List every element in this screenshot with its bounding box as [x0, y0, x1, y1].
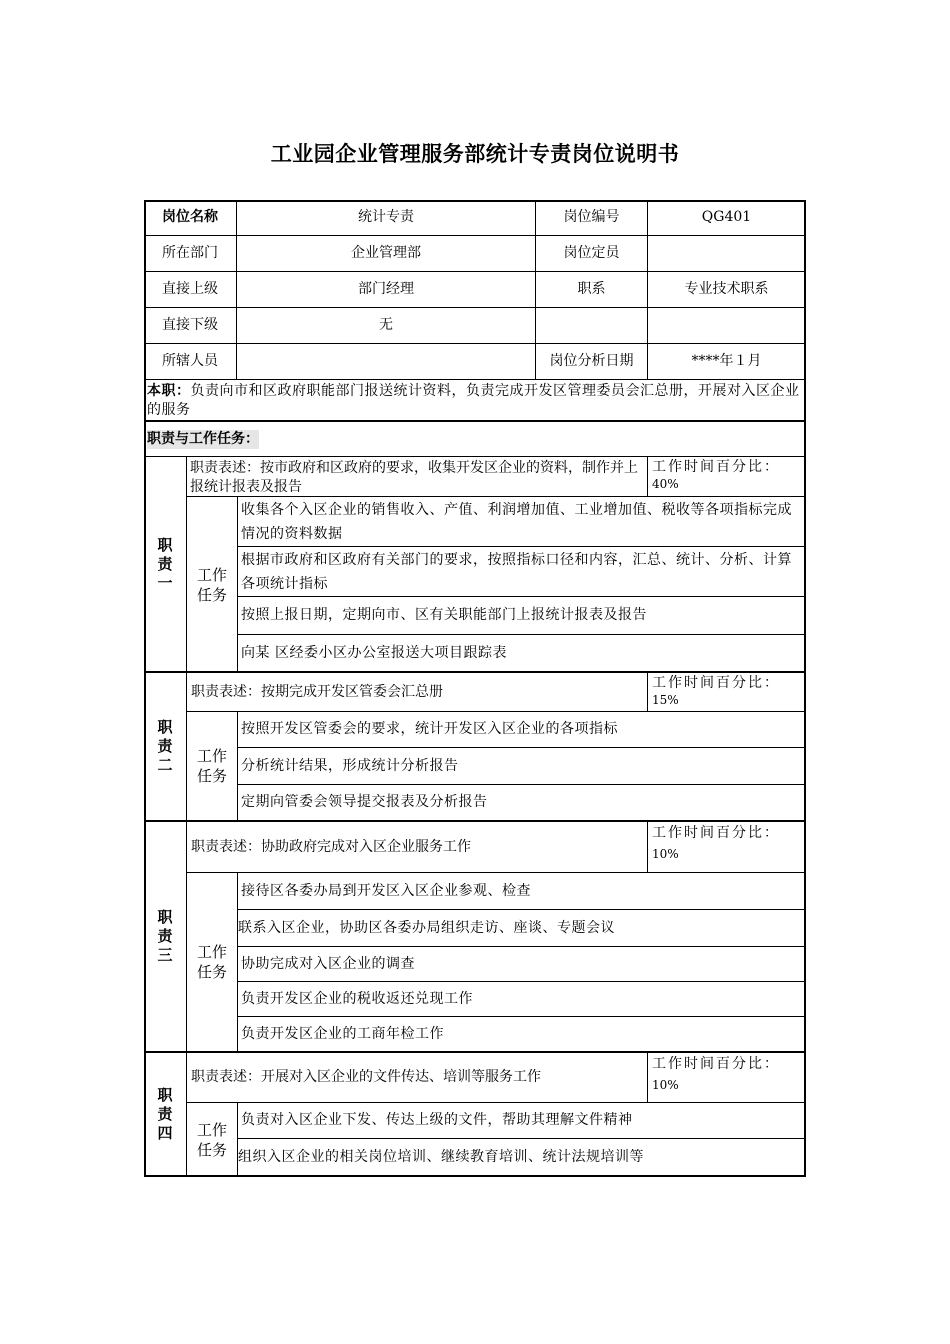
header-value-position-name: 统计专责	[237, 200, 536, 236]
header-value-department: 企业管理部	[237, 236, 536, 272]
job-description-table	[144, 200, 806, 1177]
header-label-subordinate: 直接下级	[144, 308, 237, 344]
duty-4-label: 职 责 四	[144, 1053, 187, 1177]
header-label-department: 所在部门	[144, 236, 237, 272]
duties-heading: 职责与工作任务：	[147, 430, 259, 447]
duty-3-task-3: 协助完成对入区企业的调查	[238, 947, 806, 982]
header-value-staff	[237, 344, 536, 380]
duty-2-task-2: 分析统计结果，形成统计分析报告	[238, 748, 806, 785]
header-value-supervisor: 部门经理	[237, 272, 536, 308]
primary-responsibility-label: 本职：	[147, 383, 191, 399]
duty-2-statement: 职责表述：按期完成开发区管委会汇总册	[187, 673, 648, 712]
duty-4-statement: 职责表述：开展对入区企业的文件传达、培训等服务工作	[187, 1053, 648, 1103]
duty-3-label: 职 责 三	[144, 822, 187, 1053]
duty-3-task-label: 工作 任务	[187, 873, 238, 1053]
duty-2-task-label: 工作 任务	[187, 712, 238, 822]
header-label-job-family: 职系	[536, 272, 648, 308]
duty-3-task-5: 负责开发区企业的工商年检工作	[238, 1017, 806, 1053]
duty-2-percent: 工作时间百分比： 15%	[648, 673, 806, 712]
duties-heading-cell	[144, 422, 806, 457]
document-title: 工业园企业管理服务部统计专责岗位说明书	[270, 142, 680, 166]
duty-2-task-1: 按照开发区管委会的要求，统计开发区入区企业的各项指标	[238, 712, 806, 748]
header-label-supervisor: 直接上级	[144, 272, 237, 308]
header-value-subordinate: 无	[237, 308, 536, 344]
header-value-headcount	[648, 236, 806, 272]
header-label-staff: 所辖人员	[144, 344, 237, 380]
duty-4-percent: 工作时间百分比： 10%	[648, 1053, 806, 1103]
duty-4-task-2: 组织入区企业的相关岗位培训、继续教育培训、统计法规培训等	[238, 1139, 806, 1177]
duty-2-label: 职 责 二	[144, 673, 187, 822]
duty-3-statement: 职责表述：协助政府完成对入区企业服务工作	[187, 822, 648, 873]
duty-3-task-1: 接待区各委办局到开发区入区企业参观、检查	[238, 873, 806, 910]
header-label-empty	[536, 308, 648, 344]
duty-1-task-3: 按照上报日期，定期向市、区有关职能部门上报统计报表及报告	[238, 597, 806, 635]
header-label-position-name: 岗位名称	[144, 200, 237, 236]
duty-3-task-4: 负责开发区企业的税收返还兑现工作	[238, 982, 806, 1017]
duty-1-label: 职 责 一	[144, 457, 187, 673]
duty-2-task-3: 定期向管委会领导提交报表及分析报告	[238, 785, 806, 822]
duty-4-task-1: 负责对入区企业下发、传达上级的文件，帮助其理解文件精神	[238, 1103, 806, 1139]
duty-1-task-1: 收集各个入区企业的销售收入、产值、利润增加值、工业增加值、税收等各项指标完成情况的资料数据	[238, 497, 806, 547]
duty-3-task-2: 联系入区企业，协助区各委办局组织走访、座谈、专题会议	[238, 910, 806, 947]
duty-1-task-label: 工作 任务	[187, 497, 238, 673]
duty-1-statement: 职责表述：按市政府和区政府的要求，收集开发区企业的资料，制作并上报统计报表及报告	[187, 457, 648, 497]
duty-3-percent: 工作时间百分比： 10%	[648, 822, 806, 873]
duty-1-task-2: 根据市政府和区政府有关部门的要求，按照指标口径和内容，汇总、统计、分析、计算各项统计指标	[238, 547, 806, 597]
primary-responsibility-text: 负责向市和区政府职能部门报送统计资料，负责完成开发区管理委员会汇总册，开展对入区企业的服务	[147, 383, 800, 418]
header-label-analysis-date: 岗位分析日期	[536, 344, 648, 380]
duty-1-percent: 工作时间百分比： 40%	[648, 457, 806, 497]
header-label-position-code: 岗位编号	[536, 200, 648, 236]
primary-responsibility	[144, 380, 806, 422]
header-value-job-family: 专业技术职系	[648, 272, 806, 308]
header-value-analysis-date: ****年１月	[648, 344, 806, 380]
header-value-position-code: QG401	[648, 200, 806, 236]
duty-4-task-label: 工作 任务	[187, 1103, 238, 1177]
header-value-empty	[648, 308, 806, 344]
header-label-headcount: 岗位定员	[536, 236, 648, 272]
duty-1-task-4: 向某 区经委小区办公室报送大项目跟踪表	[238, 635, 806, 673]
